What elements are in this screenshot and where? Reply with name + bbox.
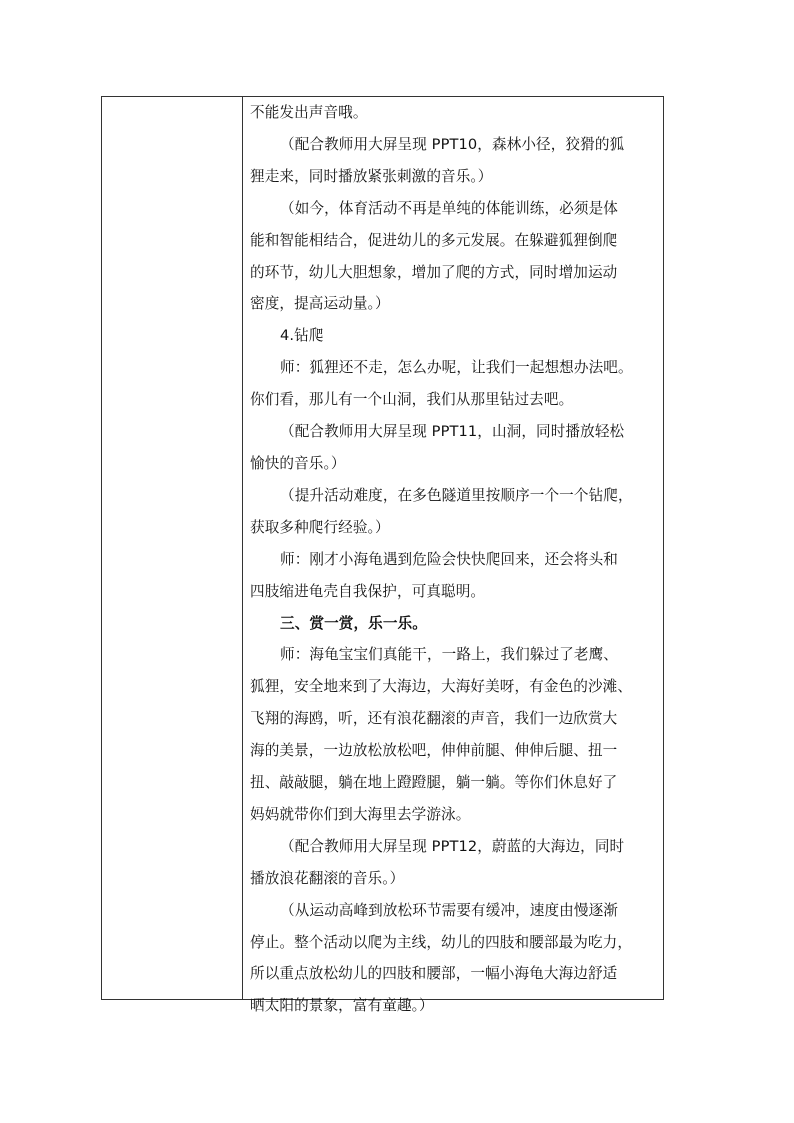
text-line: （配合教师用大屏呈现 PPT12，蔚蓝的大海边，同时 [280,837,625,855]
text-line: （从运动高峰到放松环节需要有缓冲，速度由慢逐渐 [280,901,618,919]
text-line: （如今，体育活动不再是单纯的体能训练，必须是体 [280,199,618,217]
text-line: 海的美景，一边放松放松吧，伸伸前腿、伸伸后腿、扭一 [250,742,618,760]
text-line: 晒太阳的景象，富有童趣。） [250,997,434,1015]
text-line: 狸走来，同时播放紧张刺激的音乐。） [250,167,493,185]
text-line: 愉快的音乐。） [250,454,346,472]
text-line: 所以重点放松幼儿的四肢和腰部，一幅小海龟大海边舒适 [250,965,618,983]
section-subheading: 4.钻爬 [280,327,324,345]
text-line: 扭、敲敲腿，躺在地上蹬蹬腿，躺一躺。等你们休息好了 [250,774,618,792]
text-line: 停止。整个活动以爬为主线，幼儿的四肢和腰部最为吃力， [250,933,633,951]
text-line: （配合教师用大屏呈现 PPT10，森林小径，狡猾的狐 [280,135,625,153]
text-line: 获取多种爬行经验。） [250,518,390,536]
text-line: 狐狸，安全地来到了大海边，大海好美呀，有金色的沙滩、 [250,678,633,696]
lesson-plan-table [101,96,664,1015]
text-line: （提升活动难度，在多色隧道里按顺序一个一个钻爬， [280,486,633,504]
text-line: 你们看，那儿有一个山洞，我们从那里钻过去吧。 [250,391,574,409]
text-line: 播放浪花翻滚的音乐。） [250,869,405,887]
text-line: 飞翔的海鸥，听，还有浪花翻滚的声音，我们一边欣赏大 [250,710,618,728]
text-line: 密度，提高运动量。） [250,295,390,313]
text-line: （配合教师用大屏呈现 PPT11，山洞，同时播放轻松 [280,423,625,441]
text-line: 师：狐狸还不走，怎么办呢，让我们一起想想办法吧。 [280,359,633,377]
text-line: 四肢缩进龟壳自我保护，可真聪明。 [250,582,486,600]
text-line: 师：海龟宝宝们真能干，一路上，我们躲过了老鹰、 [280,646,618,664]
text-line: 师：刚才小海龟遇到危险会快快爬回来，还会将头和 [280,550,618,568]
text-line: 不能发出声音哦。 [250,104,368,121]
text-line: 的环节，幼儿大胆想象，增加了爬的方式，同时增加运动 [250,263,618,281]
column-divider [242,97,243,999]
section-heading: 三、赏一赏，乐一乐。 [280,614,427,632]
text-line: 能和智能相结合，促进幼儿的多元发展。在躲避狐狸倒爬 [250,231,618,249]
lesson-content-cell [250,97,655,1022]
text-line: 妈妈就带你们到大海里去学游泳。 [250,805,471,823]
